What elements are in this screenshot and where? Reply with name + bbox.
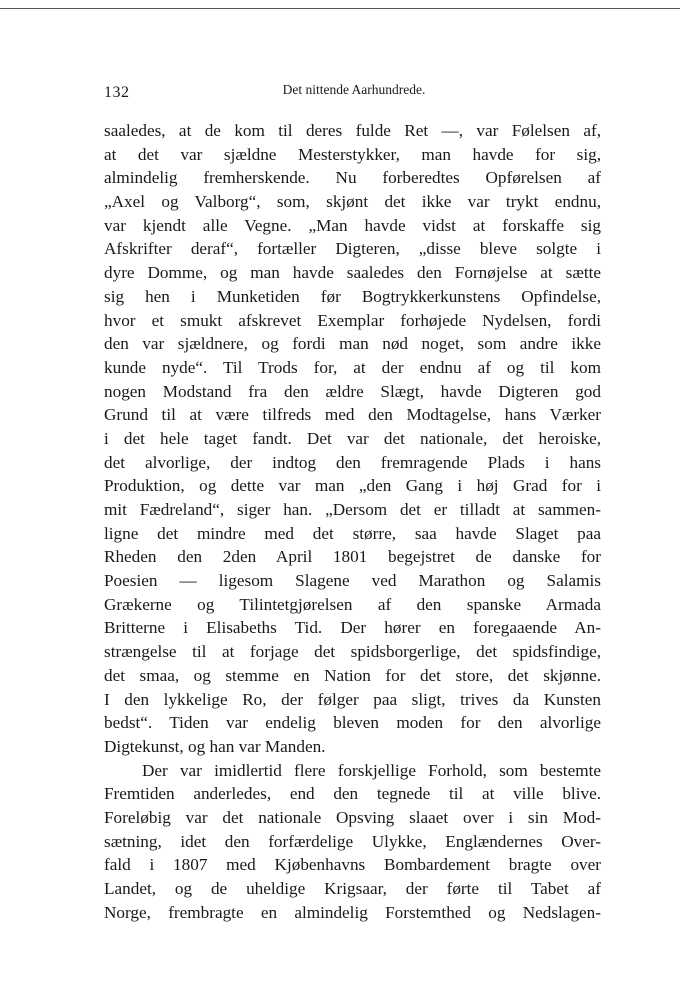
text-line: I den lykkelige Ro, der følger paa sligt, trives da Kunsten: [104, 689, 601, 709]
text-line: Digtekunst, og han var Manden.: [104, 736, 326, 756]
text-line: Grækerne og Tilintetgjørelsen af den spanske Armada: [104, 594, 601, 614]
text-line: mit Fædreland“, siger han. „Dersom det er tilladt at sammen-: [104, 500, 601, 519]
running-head: Det nittende Aarhundrede.: [282, 82, 426, 97]
text-line: Foreløbig var det nationale Opsving slaaet over i sin Mod-: [104, 807, 601, 827]
text-line: i det hele taget fandt. Det var det nationale, det heroiske,: [104, 428, 601, 448]
text-line: Produktion, og dette var man „den Gang i høj Grad for i: [104, 476, 601, 496]
text-line: nogen Modstand fra den ældre Slægt, havde Digteren god: [104, 381, 601, 401]
paragraph-2: [104, 759, 601, 925]
text-line: det smaa, og stemme en Nation for det store, det skjønne.: [104, 665, 601, 685]
text-line: „Axel og Valborg“, som, skjønt det ikke var trykt endnu,: [104, 192, 601, 212]
text-line: bedst“. Tiden var endelig bleven moden for den alvorlige: [104, 713, 601, 733]
text-line: at det var sjældne Mesterstykker, man havde for sig,: [104, 144, 601, 164]
text-line: sætning, idet den forfærdelige Ulykke, Englændernes Over-: [104, 831, 601, 851]
page-header: [104, 82, 604, 106]
paragraph-1: [104, 119, 601, 759]
text-line: Landet, og de uheldige Krigsaar, der førte til Tabet af: [104, 879, 601, 898]
body-text: [104, 119, 601, 924]
text-line: Poesien — ligesom Slagene ved Marathon og Salamis: [104, 571, 601, 591]
text-line: Norge, frembragte en almindelig Forstemthed og Nedslagen-: [104, 902, 601, 922]
text-line: Der var imidlertid flere forskjellige Forhold, som bestemte: [142, 760, 601, 780]
page-number: 132: [104, 84, 130, 101]
text-line: Britterne i Elisabeths Tid. Der hører en foregaaende An-: [104, 618, 601, 638]
text-line: kunde nyde“. Til Trods for, at der endnu af og til kom: [104, 357, 601, 377]
text-line: saaledes, at de kom til deres fulde Ret —, var Følelsen af,: [104, 121, 601, 140]
text-line: den var sjældnere, og fordi man nød noget, som andre ikke: [104, 334, 601, 354]
text-line: fald i 1807 med Kjøbenhavns Bombardement bragte over: [104, 855, 601, 875]
top-rule: [0, 8, 680, 9]
text-line: hvor et smukt afskrevet Exemplar forhøjede Nydelsen, fordi: [104, 310, 601, 330]
text-line: det alvorlige, der indtog den fremragende Plads i hans: [104, 452, 601, 472]
text-line: ligne det mindre med det større, saa havde Slaget paa: [104, 523, 601, 543]
text-line: Rheden den 2den April 1801 begejstret de danske for: [104, 547, 601, 567]
text-line: sig hen i Munketiden før Bogtrykkerkunstens Opfindelse,: [104, 286, 601, 306]
text-line: almindelig fremherskende. Nu forberedtes Opførelsen af: [104, 168, 601, 188]
text-line: Grund til at være tilfreds med den Modtagelse, hans Værker: [104, 405, 601, 425]
text-line: Afskrifter deraf“, fortæller Digteren, „disse bleve solgte i: [104, 239, 601, 259]
text-line: dyre Domme, og man havde saaledes den Fornøjelse at sætte: [104, 263, 601, 283]
text-line: strængelse til at forjage det spidsborgerlige, det spidsfindige,: [104, 642, 601, 662]
text-line: var kjendt alle Vegne. „Man havde vidst at forskaffe sig: [104, 215, 601, 235]
text-line: Fremtiden anderledes, end den tegnede til at ville blive.: [104, 784, 601, 804]
